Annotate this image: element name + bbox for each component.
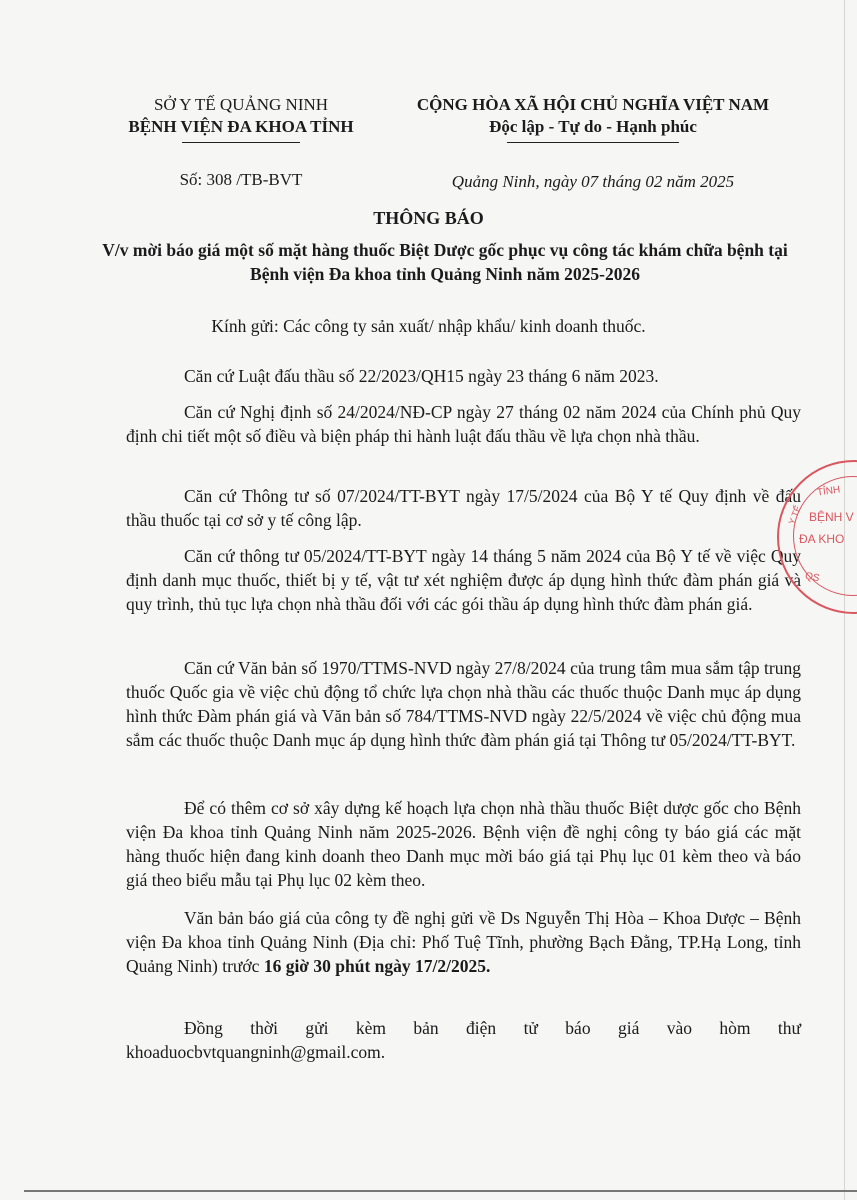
- paragraph-legal-basis-2: Căn cứ Nghị định số 24/2024/NĐ-CP ngày 27 tháng 02 năm 2024 của Chính phủ Quy định chi tiết một số điều và biện pháp thi hành luật đấu thầu về lựa chọn nhà thầu.: [126, 402, 801, 446]
- paragraph-legal-basis-1: Căn cứ Luật đấu thầu số 22/2023/QH15 ngày 23 tháng 6 năm 2023.: [184, 366, 659, 386]
- document-title: THÔNG BÁO: [373, 208, 484, 228]
- national-motto: Độc lập - Tự do - Hạnh phúc: [489, 117, 697, 136]
- paragraph-legal-basis-3: Căn cứ Thông tư số 07/2024/TT-BYT ngày 17/5/2024 của Bộ Y tế Quy định về đấu thầu thuốc tại cơ sở y tế công lập.: [126, 486, 801, 530]
- hospital-name: BỆNH VIỆN ĐA KHOA TỈNH: [128, 117, 354, 136]
- paragraph-legal-basis-5: Căn cứ Văn bản số 1970/TTMS-NVD ngày 27/8/2024 của trung tâm mua sắm tập trung thuốc Quốc gia về việc chủ động tổ chức lựa chọn nhà thầu các thuốc thuộc Danh mục áp dụng hình thức Đàm phán giá và Văn bản số 784/TTMS-NVD ngày 22/5/2024 về việc chủ động mua sắm các thuốc thuộc Danh mục áp dụng hình thức đàm phán giá tại Thông tư 05/2024/TT-BYT.: [126, 658, 801, 750]
- document-number: Số: 308 /TB-BVT: [179, 170, 303, 189]
- paragraph-email: Đồng thời gửi kèm bản điện tử báo giá vào hòm thư khoaduocbvtquangninh@gmail.com.: [126, 1018, 801, 1062]
- national-header: [384, 94, 802, 143]
- motto-underline: [507, 142, 679, 143]
- country-name: CỘNG HÒA XÃ HỘI CHỦ NGHĨA VIỆT NAM: [416, 95, 770, 114]
- seal-text-lower: ĐA KHO: [799, 532, 845, 546]
- paragraph-submission: [126, 906, 801, 978]
- paragraph-legal-basis-4: Căn cứ thông tư 05/2024/TT-BYT ngày 14 tháng 5 năm 2024 của Bộ Y tế về việc Quy định danh mục thuốc, thiết bị y tế, vật tư xét nghiệm được áp dụng hình thức đàm phán giá và quy trình, thủ tục lựa chọn nhà thầu đối với các gói thầu áp dụng hình thức đàm phán giá.: [126, 546, 801, 614]
- issuer-block: [96, 94, 386, 143]
- seal-text-side: Y TẾ: [786, 504, 804, 526]
- seal-text-bottom: QS: [804, 570, 821, 585]
- seal-text-top: TỈNH: [816, 484, 841, 499]
- seal-text-middle: BỆNH V: [809, 510, 854, 524]
- document-subject: V/v mời báo giá một số mặt hàng thuốc Biệt Dược gốc phục vụ công tác khám chữa bệnh tại Bệnh viện Đa khoa tỉnh Quảng Ninh năm 2025-2026: [102, 240, 788, 284]
- page-edge-bottom: [24, 1190, 857, 1192]
- submission-text: Văn bản báo giá của công ty đề nghị gửi về Ds Nguyễn Thị Hòa – Khoa Dược – Bệnh viện Đa khoa tỉnh Quảng Ninh (Địa chỉ: Phố Tuệ Tĩnh, phường Bạch Đằng, TP.Hạ Long, tỉnh Quảng Ninh) trước: [126, 908, 801, 976]
- paragraph-request: Để có thêm cơ sở xây dựng kế hoạch lựa chọn nhà thầu thuốc Biệt dược gốc cho Bệnh viện Đa khoa tỉnh Quảng Ninh năm 2025-2026. Bệnh viện đề nghị công ty báo giá các mặt hàng thuốc hiện đang kinh doanh theo Danh mục mời báo giá tại Phụ lục 01 kèm theo và báo giá theo biểu mẫu tại Phụ lục 02 kèm theo.: [126, 798, 801, 890]
- place-date: Quảng Ninh, ngày 07 tháng 02 năm 2025: [451, 172, 735, 191]
- recipient-line: Kính gửi: Các công ty sản xuất/ nhập khẩu/ kinh doanh thuốc.: [211, 316, 646, 336]
- issuer-underline: [182, 142, 300, 143]
- department-name: SỞ Y TẾ QUẢNG NINH: [153, 95, 329, 114]
- submission-deadline: 16 giờ 30 phút ngày 17/2/2025.: [263, 956, 491, 976]
